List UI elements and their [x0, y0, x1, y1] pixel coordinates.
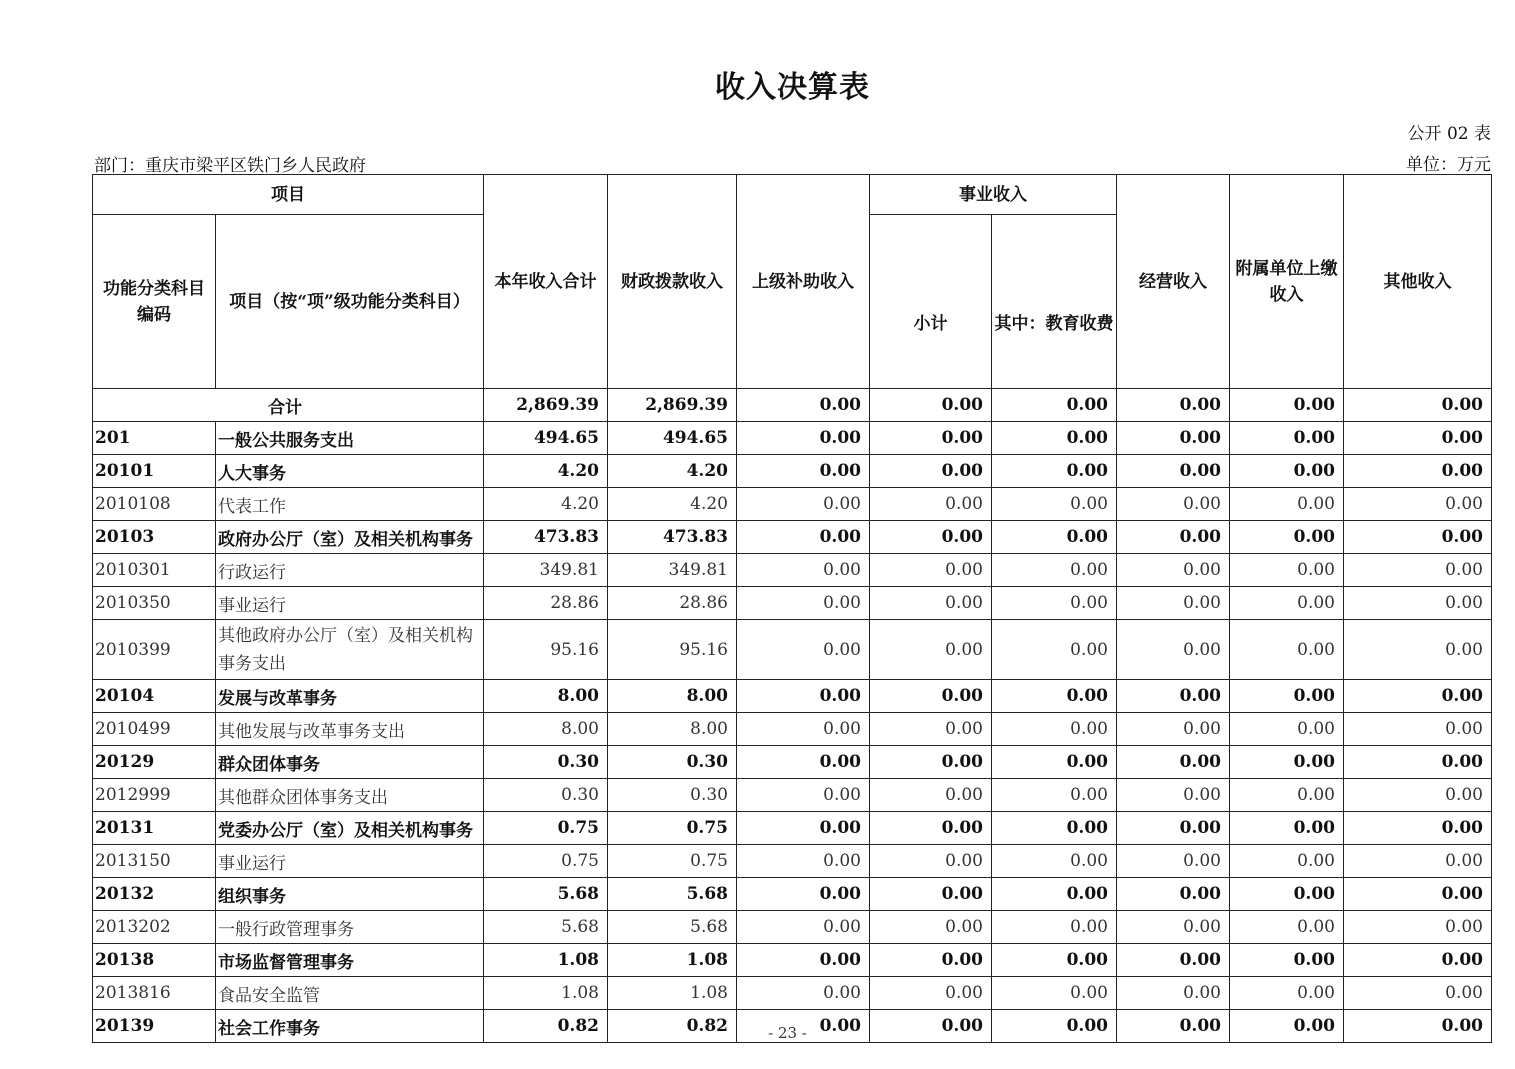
- row-value: 0.00: [737, 521, 870, 554]
- row-value: 0.00: [870, 812, 992, 845]
- row-value: 0.00: [1117, 812, 1230, 845]
- total-value: 0.00: [992, 389, 1117, 422]
- row-value: 0.00: [992, 746, 1117, 779]
- table-row: [93, 680, 1492, 713]
- row-name: 人大事务: [216, 455, 484, 488]
- total-value: 0.00: [1117, 389, 1230, 422]
- row-value: 0.00: [1344, 746, 1492, 779]
- row-value: 0.00: [737, 422, 870, 455]
- row-code: 20132: [93, 878, 216, 911]
- row-value: 0.00: [737, 680, 870, 713]
- row-value: 0.00: [737, 845, 870, 878]
- row-value: 0.00: [737, 944, 870, 977]
- department-label: 部门：重庆市梁平区铁门乡人民政府: [94, 156, 366, 176]
- row-value: 1.08: [608, 977, 737, 1010]
- row-value: 0.00: [870, 977, 992, 1010]
- header-affiliated-income: 附属单位上缴收入: [1230, 175, 1344, 389]
- row-value: 0.00: [1344, 911, 1492, 944]
- row-value: 0.00: [870, 845, 992, 878]
- row-value: 0.00: [1344, 878, 1492, 911]
- row-value: 4.20: [608, 455, 737, 488]
- row-name: 其他政府办公厅（室）及相关机构事务支出: [216, 620, 484, 680]
- row-value: 4.20: [484, 488, 608, 521]
- row-value: 0.82: [608, 1010, 737, 1043]
- row-value: 0.00: [737, 554, 870, 587]
- row-value: 494.65: [484, 422, 608, 455]
- row-value: 0.00: [870, 911, 992, 944]
- table-row: [93, 521, 1492, 554]
- row-value: 1.08: [484, 944, 608, 977]
- row-value: 0.30: [484, 746, 608, 779]
- row-value: 0.00: [1230, 488, 1344, 521]
- row-code: 20129: [93, 746, 216, 779]
- table-row: [93, 620, 1492, 680]
- row-value: 0.00: [870, 587, 992, 620]
- row-value: 4.20: [608, 488, 737, 521]
- row-value: 0.30: [608, 779, 737, 812]
- page-number: - 23 -: [768, 1024, 807, 1042]
- row-value: 0.00: [1230, 587, 1344, 620]
- row-value: 473.83: [608, 521, 737, 554]
- row-value: 95.16: [484, 620, 608, 680]
- row-value: 0.00: [737, 488, 870, 521]
- row-code: 2013816: [93, 977, 216, 1010]
- header-operating-income: 经营收入: [1117, 175, 1230, 389]
- row-value: 0.00: [992, 680, 1117, 713]
- row-value: 0.00: [1117, 911, 1230, 944]
- row-value: 0.00: [992, 713, 1117, 746]
- row-name: 事业运行: [216, 587, 484, 620]
- header-name: 项目（按“项”级功能分类科目）: [216, 215, 484, 389]
- row-value: 0.00: [870, 488, 992, 521]
- row-name: 其他发展与改革事务支出: [216, 713, 484, 746]
- row-value: 0.00: [1344, 422, 1492, 455]
- row-code: 20138: [93, 944, 216, 977]
- row-code: 201: [93, 422, 216, 455]
- row-name: 行政运行: [216, 554, 484, 587]
- page-title: 收入决算表: [715, 70, 870, 105]
- row-value: 0.00: [737, 746, 870, 779]
- row-value: 0.00: [1230, 620, 1344, 680]
- row-code: 2013150: [93, 845, 216, 878]
- row-name: 代表工作: [216, 488, 484, 521]
- row-name: 社会工作事务: [216, 1010, 484, 1043]
- row-value: 5.68: [608, 911, 737, 944]
- header-other-income: 其他收入: [1344, 175, 1492, 389]
- row-value: 0.00: [1117, 554, 1230, 587]
- row-value: 0.00: [737, 455, 870, 488]
- row-value: 0.00: [1117, 488, 1230, 521]
- row-code: 2010108: [93, 488, 216, 521]
- row-value: 0.00: [870, 455, 992, 488]
- header-business-income: 事业收入: [870, 175, 1117, 215]
- row-value: 0.00: [870, 680, 992, 713]
- row-value: 0.75: [608, 845, 737, 878]
- total-value: 2,869.39: [484, 389, 608, 422]
- table-row: [93, 713, 1492, 746]
- row-code: 2010399: [93, 620, 216, 680]
- row-value: 0.00: [1230, 521, 1344, 554]
- row-value: 8.00: [608, 713, 737, 746]
- row-value: 0.00: [992, 620, 1117, 680]
- row-value: 0.00: [737, 911, 870, 944]
- row-value: 0.00: [870, 554, 992, 587]
- row-value: 0.00: [1230, 779, 1344, 812]
- row-value: 0.00: [992, 812, 1117, 845]
- header-superior-subsidy: 上级补助收入: [737, 175, 870, 389]
- total-value: 0.00: [1344, 389, 1492, 422]
- row-value: 0.00: [992, 422, 1117, 455]
- header-subtotal: 小计: [870, 215, 992, 389]
- row-value: 0.00: [1117, 680, 1230, 713]
- row-name: 食品安全监管: [216, 977, 484, 1010]
- row-value: 5.68: [484, 911, 608, 944]
- row-value: 28.86: [484, 587, 608, 620]
- row-value: 0.00: [1117, 1010, 1230, 1043]
- row-value: 494.65: [608, 422, 737, 455]
- row-value: 0.00: [1344, 779, 1492, 812]
- row-value: 5.68: [484, 878, 608, 911]
- row-value: 0.00: [737, 1010, 870, 1043]
- row-value: 0.00: [1230, 746, 1344, 779]
- row-value: 0.00: [737, 977, 870, 1010]
- row-value: 0.00: [1230, 455, 1344, 488]
- row-value: 0.00: [1344, 977, 1492, 1010]
- row-value: 0.00: [737, 779, 870, 812]
- row-value: 0.00: [1117, 746, 1230, 779]
- row-value: 0.00: [1117, 620, 1230, 680]
- row-value: 0.00: [1344, 845, 1492, 878]
- row-code: 2010301: [93, 554, 216, 587]
- row-value: 0.00: [737, 878, 870, 911]
- row-value: 0.00: [737, 812, 870, 845]
- form-number: 公开 02 表: [1407, 124, 1491, 144]
- row-value: 0.00: [992, 488, 1117, 521]
- row-value: 0.00: [1344, 554, 1492, 587]
- total-value: 0.00: [737, 389, 870, 422]
- row-value: 95.16: [608, 620, 737, 680]
- row-value: 473.83: [484, 521, 608, 554]
- row-value: 0.00: [992, 521, 1117, 554]
- table-row: [93, 488, 1492, 521]
- row-value: 0.00: [992, 845, 1117, 878]
- row-value: 28.86: [608, 587, 737, 620]
- row-code: 2010499: [93, 713, 216, 746]
- row-value: 0.00: [1344, 455, 1492, 488]
- row-value: 0.00: [1230, 911, 1344, 944]
- row-name: 事业运行: [216, 845, 484, 878]
- row-name: 组织事务: [216, 878, 484, 911]
- row-value: 0.00: [870, 746, 992, 779]
- row-value: 0.00: [870, 779, 992, 812]
- row-value: 0.00: [1117, 944, 1230, 977]
- row-name: 群众团体事务: [216, 746, 484, 779]
- income-table: [92, 174, 1492, 1043]
- row-code: 20101: [93, 455, 216, 488]
- row-value: 0.00: [737, 713, 870, 746]
- row-code: 2012999: [93, 779, 216, 812]
- row-value: 0.00: [737, 587, 870, 620]
- row-value: 0.00: [1117, 455, 1230, 488]
- table-row: [93, 455, 1492, 488]
- row-value: 0.00: [1344, 812, 1492, 845]
- row-value: 0.75: [608, 812, 737, 845]
- row-code: 2010350: [93, 587, 216, 620]
- row-value: 0.00: [1230, 680, 1344, 713]
- table-row: [93, 779, 1492, 812]
- row-value: 0.00: [870, 713, 992, 746]
- row-value: 0.00: [1117, 845, 1230, 878]
- row-name: 党委办公厅（室）及相关机构事务: [216, 812, 484, 845]
- row-value: 0.00: [1117, 713, 1230, 746]
- row-name: 发展与改革事务: [216, 680, 484, 713]
- row-value: 0.00: [870, 521, 992, 554]
- table-row: [93, 812, 1492, 845]
- row-value: 0.00: [992, 878, 1117, 911]
- total-value: 0.00: [870, 389, 992, 422]
- table-row: [93, 845, 1492, 878]
- table-row: [93, 911, 1492, 944]
- row-value: 0.75: [484, 845, 608, 878]
- row-value: 0.00: [870, 944, 992, 977]
- row-value: 0.00: [1230, 845, 1344, 878]
- row-value: 0.00: [1117, 521, 1230, 554]
- row-value: 4.20: [484, 455, 608, 488]
- row-value: 0.00: [992, 554, 1117, 587]
- table-row: [93, 746, 1492, 779]
- row-value: 8.00: [484, 713, 608, 746]
- row-value: 0.00: [1230, 422, 1344, 455]
- row-value: 0.00: [870, 620, 992, 680]
- row-value: 0.00: [1230, 878, 1344, 911]
- row-value: 0.00: [1344, 521, 1492, 554]
- header-education-fee: 其中：教育收费: [992, 215, 1117, 389]
- total-value: 0.00: [1230, 389, 1344, 422]
- row-value: 0.30: [484, 779, 608, 812]
- unit-label: 单位：万元: [1406, 155, 1491, 175]
- row-value: 0.00: [870, 422, 992, 455]
- row-name: 一般公共服务支出: [216, 422, 484, 455]
- row-code: 20103: [93, 521, 216, 554]
- row-value: 1.08: [484, 977, 608, 1010]
- row-value: 0.00: [1117, 422, 1230, 455]
- row-code: 20131: [93, 812, 216, 845]
- row-value: 349.81: [484, 554, 608, 587]
- row-value: 0.30: [608, 746, 737, 779]
- row-name: 其他群众团体事务支出: [216, 779, 484, 812]
- row-value: 0.00: [992, 455, 1117, 488]
- row-value: 5.68: [608, 878, 737, 911]
- row-value: 1.08: [608, 944, 737, 977]
- row-value: 0.00: [870, 1010, 992, 1043]
- row-value: 0.00: [992, 779, 1117, 812]
- row-value: 0.00: [1230, 554, 1344, 587]
- row-code: 20104: [93, 680, 216, 713]
- table-row: [93, 977, 1492, 1010]
- row-value: 0.00: [1230, 713, 1344, 746]
- row-value: 0.00: [1344, 680, 1492, 713]
- row-value: 8.00: [484, 680, 608, 713]
- row-code: 2013202: [93, 911, 216, 944]
- row-value: 0.00: [1344, 488, 1492, 521]
- table-row: [93, 422, 1492, 455]
- row-value: 0.00: [1344, 620, 1492, 680]
- row-value: 8.00: [608, 680, 737, 713]
- row-value: 0.00: [1344, 587, 1492, 620]
- row-value: 0.00: [1230, 812, 1344, 845]
- row-code: 20139: [93, 1010, 216, 1043]
- total-row: [93, 389, 1492, 422]
- total-label: 合计: [93, 389, 484, 422]
- row-value: 0.82: [484, 1010, 608, 1043]
- row-name: 市场监督管理事务: [216, 944, 484, 977]
- row-value: 0.00: [870, 878, 992, 911]
- row-value: 0.00: [1230, 1010, 1344, 1043]
- row-value: 0.00: [992, 587, 1117, 620]
- row-value: 0.00: [1230, 977, 1344, 1010]
- row-value: 0.00: [992, 977, 1117, 1010]
- row-value: 0.00: [1117, 977, 1230, 1010]
- row-value: 0.75: [484, 812, 608, 845]
- row-name: 一般行政管理事务: [216, 911, 484, 944]
- row-value: 0.00: [1344, 713, 1492, 746]
- table-row: [93, 587, 1492, 620]
- header-project: 项目: [93, 175, 484, 215]
- table-row: [93, 944, 1492, 977]
- row-value: 0.00: [992, 944, 1117, 977]
- row-value: 0.00: [1344, 944, 1492, 977]
- row-value: 0.00: [1117, 779, 1230, 812]
- row-value: 0.00: [992, 1010, 1117, 1043]
- row-value: 0.00: [992, 911, 1117, 944]
- row-name: 政府办公厅（室）及相关机构事务: [216, 521, 484, 554]
- row-value: 0.00: [1117, 878, 1230, 911]
- header-code: 功能分类科目编码: [93, 215, 216, 389]
- row-value: 349.81: [608, 554, 737, 587]
- header-fiscal: 财政拨款收入: [608, 175, 737, 389]
- row-value: 0.00: [1117, 587, 1230, 620]
- row-value: 0.00: [1230, 944, 1344, 977]
- row-value: 0.00: [737, 620, 870, 680]
- table-row: [93, 878, 1492, 911]
- row-value: 0.00: [1344, 1010, 1492, 1043]
- table-row: [93, 554, 1492, 587]
- header-total-income: 本年收入合计: [484, 175, 608, 389]
- total-value: 2,869.39: [608, 389, 737, 422]
